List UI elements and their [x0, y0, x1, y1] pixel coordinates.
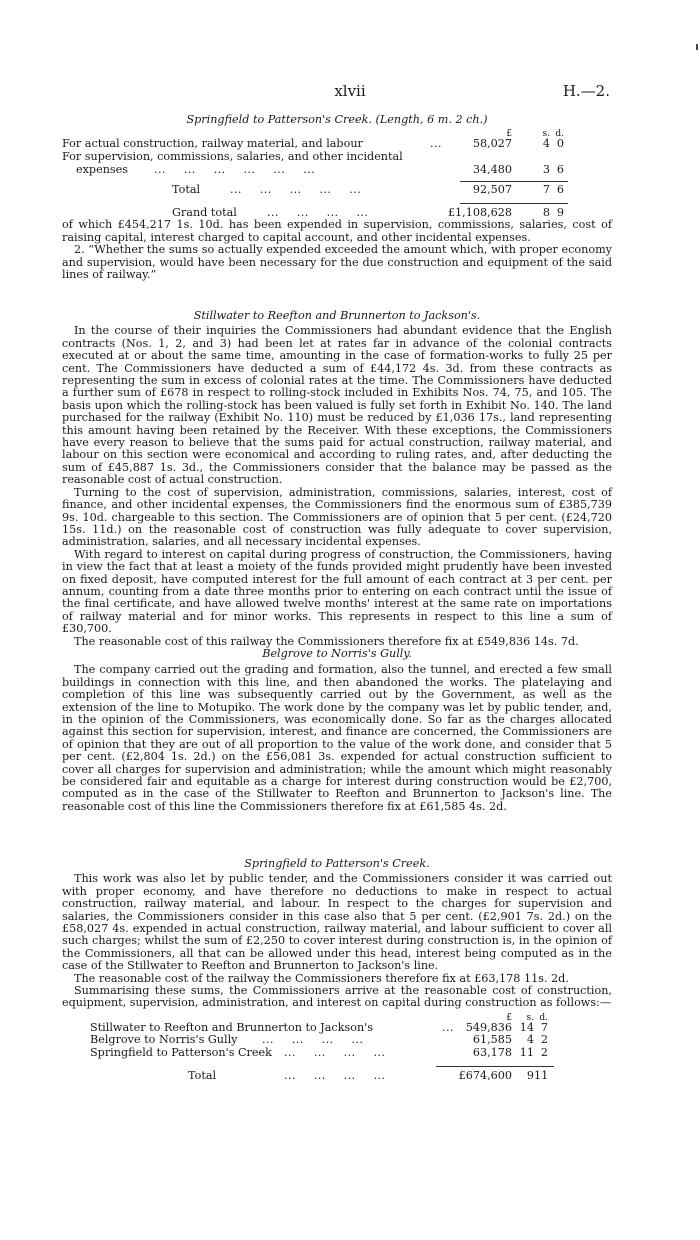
- amount-pounds: 58,027: [472, 137, 512, 151]
- pounds-header: £: [506, 1012, 512, 1023]
- leader-dots: ... ... ... ...: [284, 1068, 386, 1082]
- leader-dots: ...: [442, 1020, 454, 1034]
- row-label: Belgrove to Norris's Gully: [90, 1033, 238, 1047]
- grand-total-pounds: £1,108,628: [447, 205, 512, 219]
- total-shillings: 9: [526, 1068, 534, 1082]
- row-label: For actual construction, railway material, and labour: [62, 137, 363, 151]
- subtotal-rule: [460, 181, 568, 182]
- summary-row: [62, 1047, 612, 1060]
- amount-pounds: 63,178: [472, 1046, 512, 1060]
- springfield-length-section: [62, 114, 612, 281]
- section-heading: Belgrove to Norris's Gully.: [262, 647, 412, 660]
- total-shillings: 7: [542, 183, 550, 197]
- summary-total-row: [62, 1070, 612, 1083]
- paragraph: With regard to interest on capital during progress of construction, the Commissioners, having in view the fact that at least a moiety of the funds provided might prudently have been invested on fixed deposit, have computed interest for the full amount of each contract at 3 per cent. per annum, counting from a date three months prior to entering on each contract until the issue of the final certificate, and have allowed twelve months' interest at the same rate on importations of railway material and for minor works. This represents in respect to this line a sum of £30,700.: [62, 547, 612, 636]
- amount-pence: 2: [540, 1046, 548, 1060]
- leader-dots: ... ... ... ...: [262, 1033, 364, 1047]
- grand-total-pence: 9: [556, 205, 564, 219]
- row-label: For supervision, commissions, salaries, and other incidental: [62, 150, 403, 163]
- row-label: expenses: [76, 162, 129, 176]
- grand-total-row: [62, 207, 612, 220]
- page-numeral: xlvii: [334, 82, 366, 100]
- paragraph: In the course of their inquiries the Commissioners had abundant evidence that the English contracts (Nos. 1, 2, and 3) had been let at rates far in advance of the colonial contracts executed at or about the same time, amounting in the case of formation-works to fully 25 per cent. The Commissioners have deducted a sum of £44,172 4s. 3d. from these contracts as representing the sum in excess of colonial rates at the time. The Commissioners have deducted a further sum of £678 in respect to rolling-stock included in Exhibits Nos. 74, 75, and 105. The basis upon which the rolling-stock has been valued is fully set forth in Exhibit No. 140. The land purchased for the railway (Exhibit No. 110) must be reduced by £1,036 17s., land representing this amount having been retained by the Receiver. With these exceptions, the Commissioners have every reason to believe that the sums paid for actual construction, railway material, and labour on this section were economical and according to ruling rates, and, after deducting the sum of £45,887 1s. 3d., the Commissioners consider that the balance may be passed as the reasonable cost of actual construction.: [62, 324, 612, 487]
- total-rule: [460, 203, 568, 204]
- amount-pence: 2: [540, 1033, 548, 1047]
- paragraph: This work was also let by public tender, and the Commissioners consider it was carried out with proper economy, and have therefore no deductions to make in respect to actual construction, railway material, and labour. In respect to the charges for supervision and salaries, the Commissioners consider in this case also that 5 per cent. (£2,901 7s. 2d.) on the £58,027 4s. expended in actual construction, railway material, and labour sufficient to cover all such charges; whilst the sum of £2,250 to cover interest during construction is, in the opinion of the Commissioners, all that can be allowed under this head, interest being computed as in the case of the Stillwater to Reefton and Brunnerton to Jackson's line.: [62, 872, 612, 973]
- pence-header: d.: [539, 1012, 548, 1023]
- stillwater-section: [62, 310, 612, 648]
- total-pence: 6: [556, 183, 564, 197]
- row-label: Springfield to Patterson's Creek: [90, 1046, 272, 1060]
- paragraph: The company carried out the grading and formation, also the tunnel, and erected a few small buildings in connection with this line, and then abandoned the works. The platelaying and completion of this line was subsequently carried out by the Government, as well as the extension of the line to Motupiko. The work done by the company was let by public tender, and, in the opinion of the Commissioners, was economically done. So far as the charges allocated against this section for supervision, interest, and finance are concerned, the Commissioners are of opinion that they are out of all proportion to the value of the work done, and consider that 5 per cent. (£2,804 1s. 2d.) on the £56,081 3s. expended for actual construction sufficient to cover all charges for supervision and administration; while the amount which might reasonably be considered fair and equitable as a charge for interest during construction would be £2,700, computed as in the case of the Stillwater to Reefton and Brunnerton to Jackson's line. The reasonable cost of this line the Commissioners therefore fix at £61,585 4s. 2d.: [62, 663, 612, 813]
- edge-mark: [696, 44, 698, 50]
- grand-total-label: Grand total: [172, 205, 237, 219]
- amount-shillings: 14: [519, 1020, 534, 1034]
- leader-dots: ... ... ... ...: [284, 1046, 386, 1060]
- amount-shillings: 4: [526, 1033, 534, 1047]
- paragraph: The reasonable cost of the railway the Commissioners therefore fix at £63,178 11s. 2d.: [74, 971, 569, 985]
- shillings-header: s.: [542, 129, 550, 140]
- pounds-header: £: [506, 129, 512, 140]
- paragraph: of which £454,217 1s. 10d. has been expended in supervision, commissions, salaries, cost of raising capital, interest charged to capital account, and other incidental expenses.: [62, 218, 612, 244]
- amount-pence: 7: [540, 1020, 548, 1034]
- section-heading: Stillwater to Reefton and Brunnerton to Jackson's.: [193, 309, 481, 322]
- leader-dots: ... ... ... ... ... ...: [154, 162, 315, 176]
- amount-shillings: 4: [542, 137, 550, 151]
- shillings-header: s.: [526, 1012, 534, 1023]
- row-label: Stillwater to Reefton and Brunnerton to Jackson's: [90, 1020, 373, 1034]
- paragraph: 2. “Whether the sums so actually expended exceeded the amount which, with proper economy and supervision, would have been necessary for the due construction and equipment of the said lines of railway.”: [62, 243, 612, 281]
- leader-dots: ... ... ... ... ...: [230, 183, 362, 197]
- paragraph: Turning to the cost of supervision, administration, commissions, salaries, interest, cost of finance, and other incidental expenses, the Commissioners find the enormous sum of £385,739 9s. 10d. chargeable to this section. The Commissioners are of opinion that 5 per cent. (£24,720 15s. 11d.) on the reasonable cost of construction was fully adequate to cover supervision, administration, salaries, and all necessary incidental expenses.: [62, 485, 612, 549]
- paragraph: The reasonable cost of this railway the Commissioners therefore fix at £549,836 14s. 7d.: [74, 634, 579, 648]
- pence-header: d.: [555, 129, 564, 140]
- summary-rule: [436, 1066, 554, 1067]
- amount-shillings: 11: [519, 1046, 534, 1060]
- cost-row: [62, 151, 612, 164]
- springfield-section: [62, 858, 612, 1082]
- amount-pence: 0: [556, 137, 564, 151]
- leader-dots: ...: [430, 137, 442, 151]
- total-pence: 11: [534, 1068, 549, 1082]
- amount-pounds: 34,480: [472, 162, 512, 176]
- total-pounds: 92,507: [472, 183, 512, 197]
- total-pounds: £674,600: [458, 1068, 512, 1082]
- leader-dots: ... ... ... ...: [267, 205, 369, 219]
- grand-total-shillings: 8: [542, 205, 550, 219]
- amount-pence: 6: [556, 162, 564, 176]
- amount-shillings: 3: [542, 162, 550, 176]
- paragraph: Summarising these sums, the Commissioners arrive at the reasonable cost of construction, equipment, supervision, administration, and interest on capital during construction as follows:—: [62, 984, 612, 1010]
- belgrove-section: [62, 648, 612, 813]
- amount-pounds: 61,585: [472, 1033, 512, 1047]
- total-label: Total: [188, 1068, 217, 1082]
- amount-pounds: 549,836: [465, 1020, 512, 1034]
- page-reference: H.—2.: [562, 82, 610, 100]
- cost-row: [62, 164, 612, 177]
- total-row: [62, 184, 612, 197]
- total-label: Total: [172, 183, 201, 197]
- section-heading: Springfield to Patterson's Creek. (Length, 6 m. 2 ch.): [186, 113, 488, 126]
- section-heading: Springfield to Patterson's Creek.: [244, 857, 430, 870]
